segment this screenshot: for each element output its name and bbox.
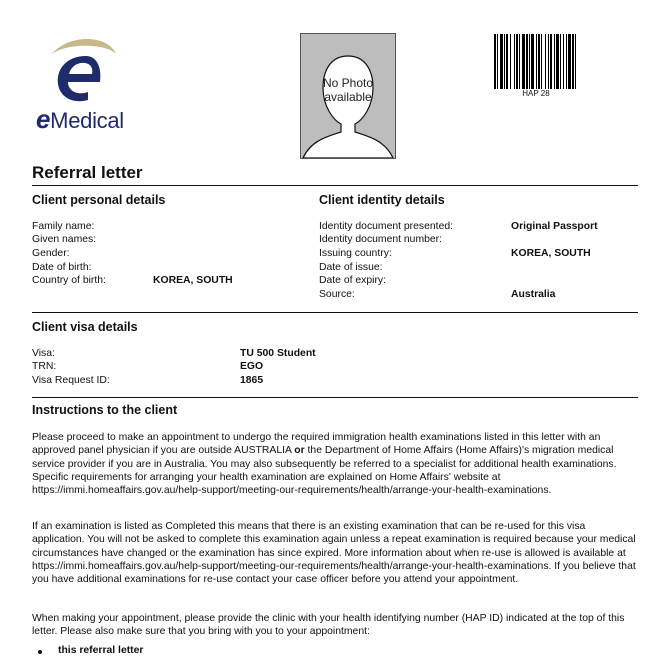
- visa-divider: [32, 397, 638, 398]
- doc-number-label: Identity document number:: [319, 234, 443, 245]
- bullet-icon: [38, 650, 42, 654]
- barcode-bar: [550, 34, 552, 89]
- gender-label: Gender:: [32, 248, 70, 259]
- page-title: Referral letter: [32, 163, 143, 182]
- instructions-paragraph-2: If an examination is listed as Completed this means that there is an existing examination that can be re-used for this visa application. You will not be asked to complete this examination again unless a repeat examination is required because your medical circumstances have changed or the examination has since expired. More information about when re-use is allowed is available at https://immi.homeaffairs.gov.au/help-support/meeting-our-requirements/health/arrange-your-health-examinations. If you believe that you have additional examinations for re-use contact your case officer before you attend your appointment.: [32, 521, 636, 586]
- logo-wordmark: [36, 104, 124, 135]
- date-expiry-label: Date of expiry:: [319, 275, 386, 286]
- barcode-bar: [554, 34, 555, 89]
- barcode-bar: [548, 34, 549, 89]
- barcode-bar: [556, 34, 559, 89]
- date-issue-label: Date of issue:: [319, 262, 383, 273]
- no-photo-line2: available: [324, 90, 372, 104]
- p1-part-b: the Department of Home Affairs (Home Affairs)'s migration medical service provider if you are in Australia. You may also subsequently be referred to a specialist for additional health examinations. Specific requirements for arranging your health examination are explained on Home Affairs' website at https://immi.homeaffairs.gov.au/help-support/meeting-our-requirements/health/arrange-your-health-examinations.: [32, 445, 617, 497]
- doc-presented-value: Original Passport: [511, 221, 598, 232]
- logo-e-mark: [58, 56, 101, 101]
- dob-label: Date of birth:: [32, 262, 92, 273]
- instructions-heading: Instructions to the client: [32, 403, 178, 417]
- barcode-bar: [568, 34, 571, 89]
- logo-wordmark-e: e: [36, 104, 51, 134]
- visa-request-id-value: 1865: [240, 375, 264, 386]
- visa-value: TU 500 Student: [240, 348, 316, 359]
- client-photo-placeholder: [300, 33, 396, 159]
- barcode-bar: [560, 34, 561, 89]
- barcode-bar: [516, 34, 518, 89]
- bullet-referral-letter: this referral letter: [58, 645, 144, 656]
- barcode-bar: [538, 34, 540, 89]
- visa-label: Visa:: [32, 348, 55, 359]
- barcode-label: HAP 28: [522, 89, 550, 98]
- no-photo-line1: No Photo: [322, 76, 374, 90]
- barcode-bar: [497, 34, 498, 89]
- barcode-bar: [545, 34, 546, 89]
- barcode-bar: [504, 34, 505, 89]
- barcode-bar: [529, 34, 530, 89]
- source-label: Source:: [319, 289, 355, 300]
- family-name-label: Family name:: [32, 221, 95, 232]
- barcode-bar: [510, 34, 511, 89]
- no-photo-text: [301, 76, 395, 104]
- identity-details-heading: Client identity details: [319, 193, 445, 207]
- barcode-bar: [566, 34, 567, 89]
- barcode-bar: [506, 34, 508, 89]
- source-value: Australia: [511, 289, 556, 300]
- identity-divider: [32, 312, 638, 313]
- logo-swoosh: [52, 39, 116, 54]
- p1-or: or: [294, 445, 305, 457]
- visa-request-id-label: Visa Request ID:: [32, 375, 110, 386]
- barcode-bar: [541, 34, 542, 89]
- barcode-bar: [536, 34, 537, 89]
- personal-details-heading: Client personal details: [32, 193, 166, 207]
- barcode-bar: [531, 34, 534, 89]
- p1-part-a: Please proceed to make an appointment to undergo the required immigration health examinations listed in this letter with an approved panel physician if you are outside AUSTRALIA: [32, 432, 601, 457]
- hap-barcode: [494, 34, 604, 89]
- trn-value: EGO: [240, 361, 264, 372]
- barcode-bar: [526, 34, 528, 89]
- logo-wordmark-rest: Medical: [50, 108, 124, 133]
- barcode-bar: [514, 34, 515, 89]
- trn-label: TRN:: [32, 361, 57, 372]
- barcode-bar: [519, 34, 520, 89]
- visa-details-heading: Client visa details: [32, 320, 138, 334]
- doc-presented-label: Identity document presented:: [319, 221, 454, 232]
- barcode-bar: [500, 34, 503, 89]
- title-divider: [32, 185, 638, 186]
- instructions-paragraph-3: When making your appointment, please provide the clinic with your health identifying number (HAP ID) indicated at the top of this letter. Please also make sure that you bring with you to your appointment:: [32, 613, 625, 638]
- barcode-bar: [494, 34, 496, 89]
- cob-label: Country of birth:: [32, 275, 106, 286]
- cob-value: KOREA, SOUTH: [153, 275, 233, 286]
- instructions-paragraph-1: [32, 431, 638, 497]
- barcode-bar: [563, 34, 564, 89]
- barcode-bar: [572, 34, 574, 89]
- given-names-label: Given names:: [32, 234, 97, 245]
- issuing-country-label: Issuing country:: [319, 248, 392, 259]
- barcode-bar: [575, 34, 576, 89]
- barcode-bar: [522, 34, 525, 89]
- issuing-country-value: KOREA, SOUTH: [511, 248, 591, 259]
